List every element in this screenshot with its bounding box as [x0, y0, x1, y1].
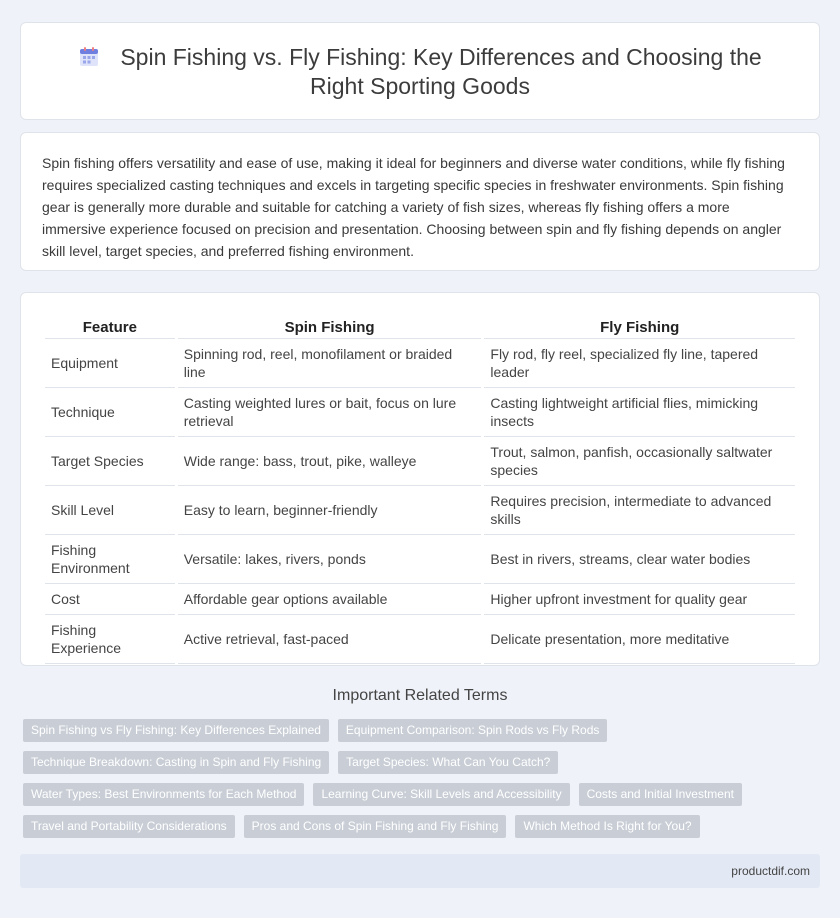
fly-cell: Delicate presentation, more meditative — [484, 615, 795, 664]
header-feature: Feature — [45, 312, 175, 339]
fly-cell: Fly rod, fly reel, specialized fly line, tapered leader — [484, 339, 795, 388]
page-title: Spin Fishing vs. Fly Fishing: Key Differences and Choosing the Right Sporting Goods — [120, 44, 762, 99]
table-row — [45, 339, 795, 388]
header — [61, 43, 779, 101]
related-tag[interactable]: Equipment Comparison: Spin Rods vs Fly Rods — [338, 719, 607, 742]
feature-cell: Target Species — [45, 437, 175, 486]
related-tag[interactable]: Water Types: Best Environments for Each Method — [23, 783, 304, 806]
related-tag[interactable]: Spin Fishing vs Fly Fishing: Key Differences Explained — [23, 719, 329, 742]
tag-row — [23, 719, 823, 742]
table-row — [45, 437, 795, 486]
feature-cell: Fishing Experience — [45, 615, 175, 664]
comparison-table — [42, 312, 798, 664]
spin-cell: Active retrieval, fast-paced — [178, 615, 482, 664]
feature-cell: Skill Level — [45, 486, 175, 535]
intro-card — [20, 132, 820, 271]
spin-cell: Easy to learn, beginner-friendly — [178, 486, 482, 535]
footer — [20, 854, 820, 888]
table-row — [45, 486, 795, 535]
header-card — [20, 22, 820, 120]
comparison-card — [20, 292, 820, 666]
feature-cell: Technique — [45, 388, 175, 437]
calendar-icon — [78, 46, 100, 68]
related-terms-title: Important Related Terms — [332, 687, 508, 704]
intro-paragraph: Spin fishing offers versatility and ease of use, making it ideal for beginners and diverse water conditions, while fly fishing requires specialized casting techniques and excels in targeting specific species in freshwater environments. Spin fishing gear is generally more durable and suitable for catching a variety of fish sizes, whereas fly fishing offers a more immersive experience focused on precision and presentation. Choosing between spin and fly fishing depends on angler skill level, target species, and preferred fishing environment. — [42, 155, 785, 259]
spin-cell: Casting weighted lures or bait, focus on lure retrieval — [178, 388, 482, 437]
related-tag[interactable]: Costs and Initial Investment — [579, 783, 742, 806]
spin-cell: Wide range: bass, trout, pike, walleye — [178, 437, 482, 486]
fly-cell: Requires precision, intermediate to advanced skills — [484, 486, 795, 535]
related-tag[interactable]: Technique Breakdown: Casting in Spin and Fly Fishing — [23, 751, 329, 774]
tag-row — [23, 815, 823, 838]
feature-cell: Cost — [45, 584, 175, 615]
spin-cell: Versatile: lakes, rivers, ponds — [178, 535, 482, 584]
header-spin-fishing: Spin Fishing — [178, 312, 482, 339]
table-row — [45, 535, 795, 584]
tag-row — [23, 751, 823, 774]
related-tag[interactable]: Target Species: What Can You Catch? — [338, 751, 558, 774]
table-row — [45, 388, 795, 437]
table-header-row — [45, 312, 795, 339]
related-tag[interactable]: Learning Curve: Skill Levels and Accessibility — [313, 783, 569, 806]
table-row — [45, 584, 795, 615]
related-tag[interactable]: Pros and Cons of Spin Fishing and Fly Fishing — [244, 815, 507, 838]
header-fly-fishing: Fly Fishing — [484, 312, 795, 339]
fly-cell: Best in rivers, streams, clear water bodies — [484, 535, 795, 584]
footer-site-name[interactable]: productdif.com — [731, 864, 810, 878]
spin-cell: Spinning rod, reel, monofilament or braided line — [178, 339, 482, 388]
spin-cell: Affordable gear options available — [178, 584, 482, 615]
fly-cell: Casting lightweight artificial flies, mimicking insects — [484, 388, 795, 437]
related-tag[interactable]: Which Method Is Right for You? — [515, 815, 699, 838]
feature-cell: Fishing Environment — [45, 535, 175, 584]
feature-cell: Equipment — [45, 339, 175, 388]
fly-cell: Higher upfront investment for quality gear — [484, 584, 795, 615]
related-tag[interactable]: Travel and Portability Considerations — [23, 815, 235, 838]
fly-cell: Trout, salmon, panfish, occasionally saltwater species — [484, 437, 795, 486]
table-row — [45, 615, 795, 664]
tag-row — [23, 783, 823, 806]
related-tags — [23, 719, 823, 847]
